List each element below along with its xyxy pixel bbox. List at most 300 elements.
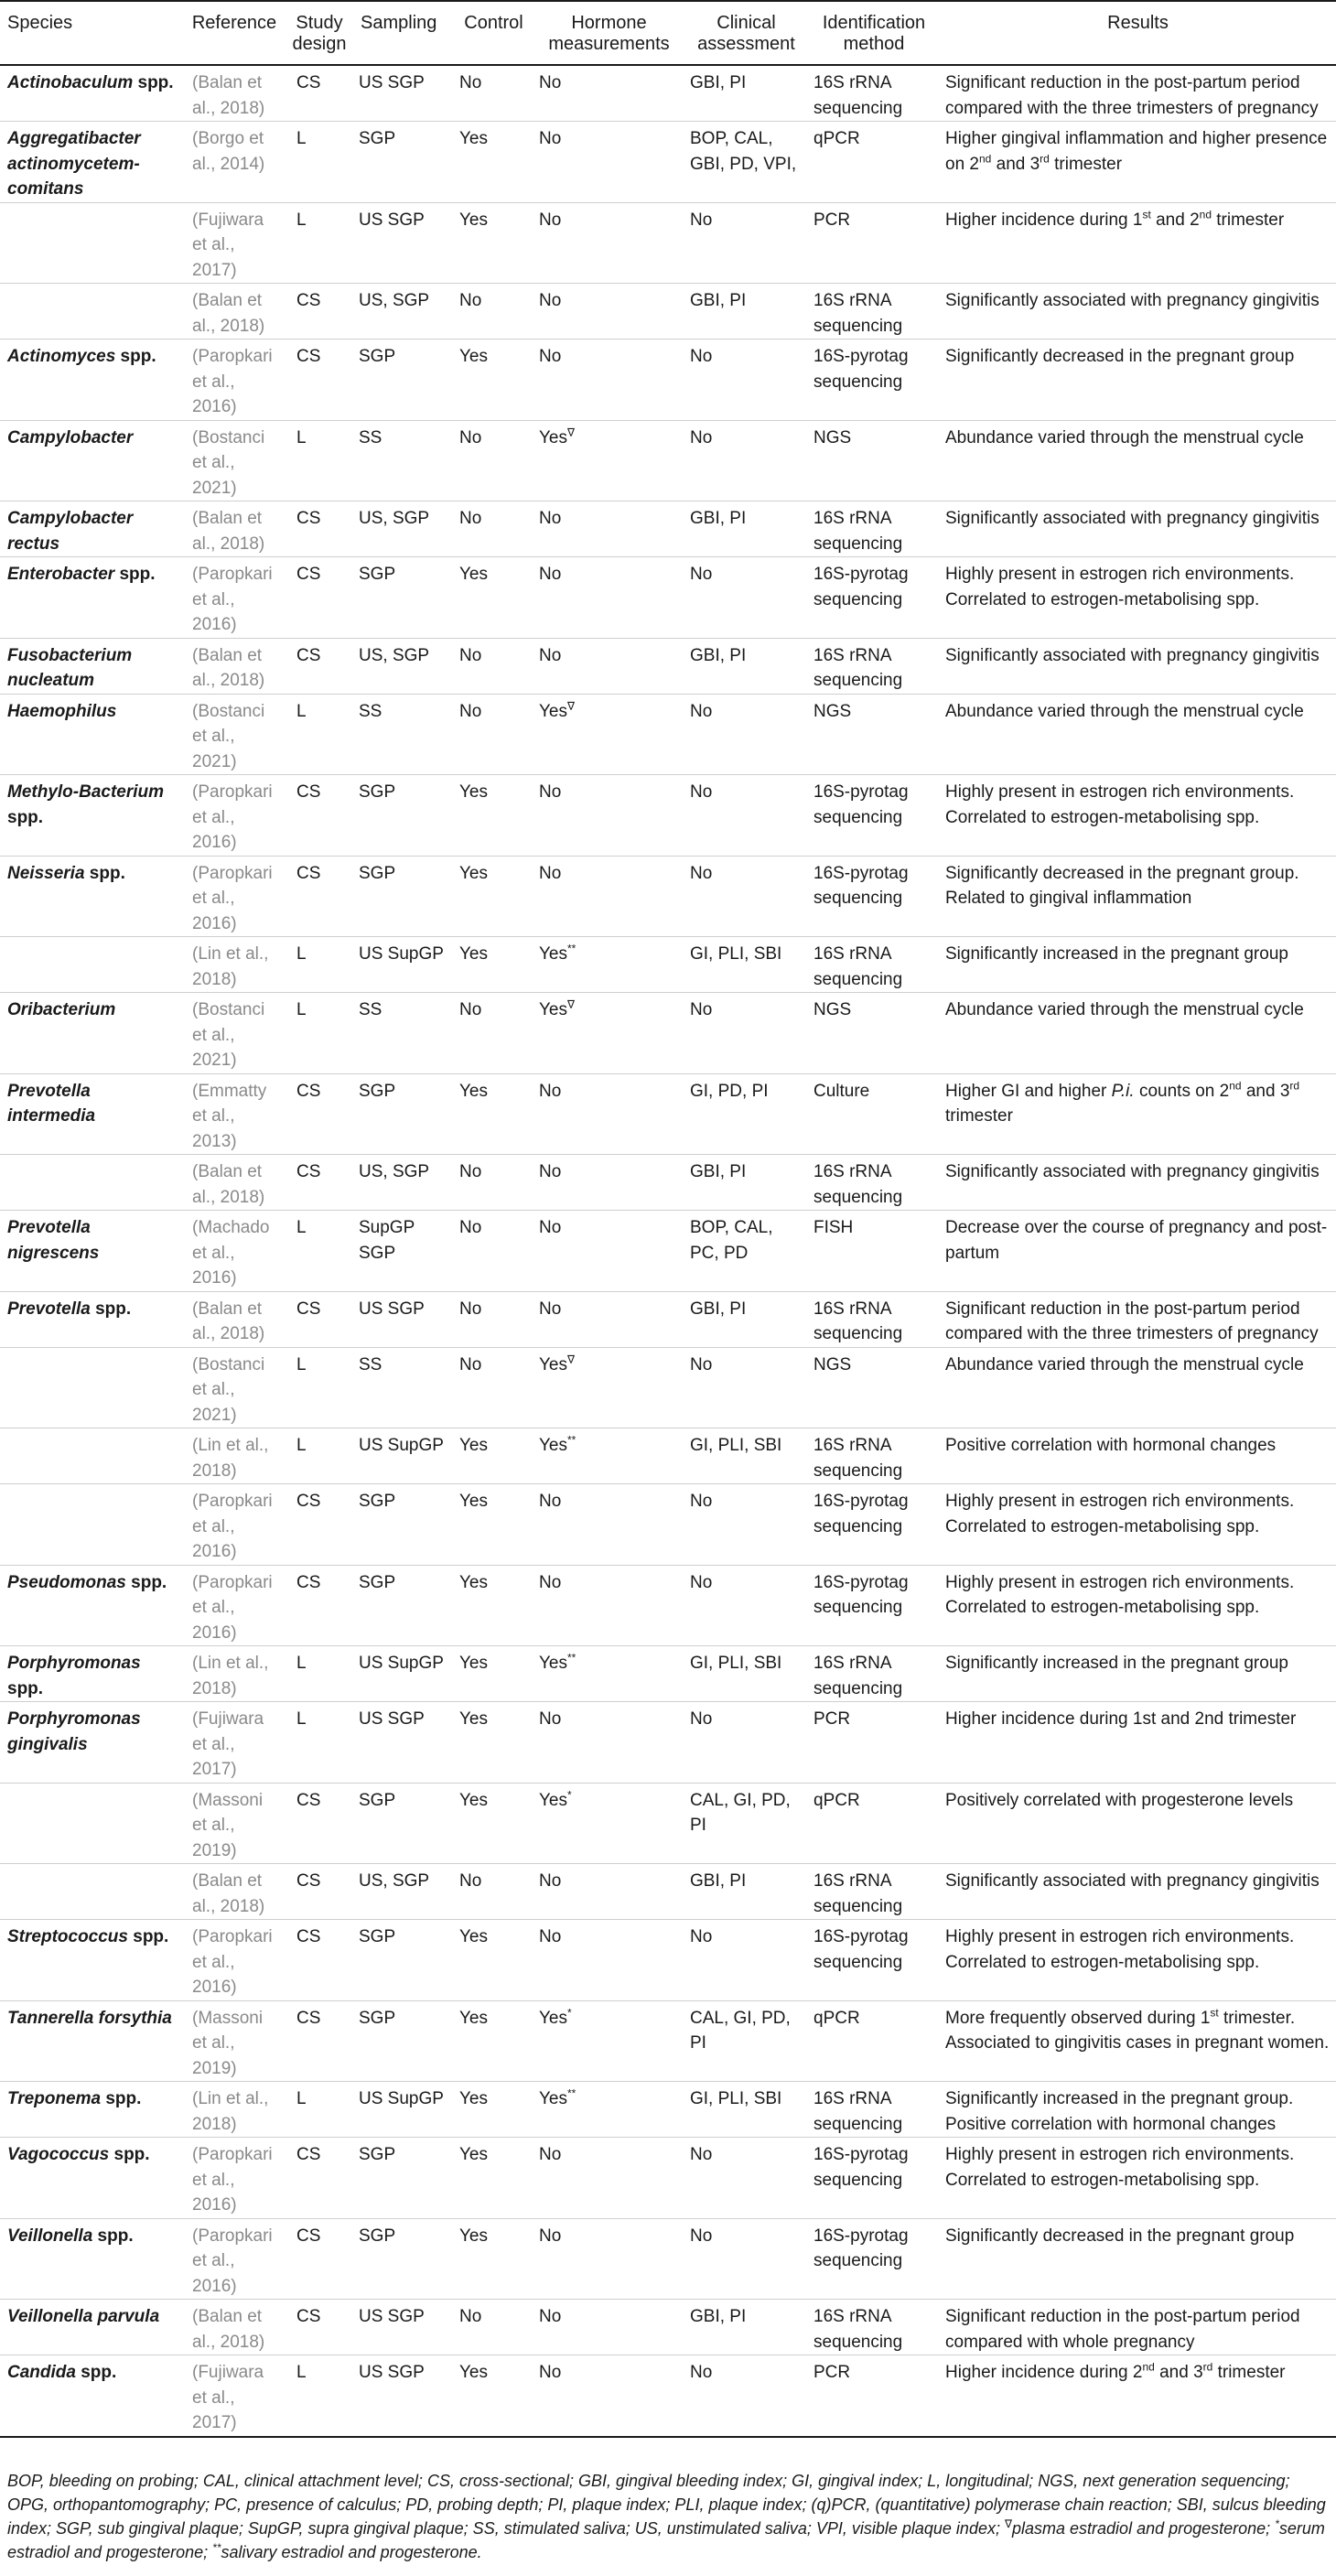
cell-hormone <box>533 1428 684 1484</box>
cell-hormone <box>533 1211 684 1292</box>
ordinal-suffix: nd <box>1142 2360 1155 2374</box>
cell-results: Highly present in estrogen rich environments. Correlated to estrogen-metabolising spp. <box>940 2138 1336 2219</box>
cell-study-design: L <box>286 2355 353 2437</box>
table-row <box>0 1702 1336 1784</box>
cell-study-design: L <box>286 202 353 284</box>
results-text: and 3 <box>1241 1081 1290 1101</box>
table-row <box>0 1783 1336 1864</box>
cell-results <box>940 2355 1336 2437</box>
cell-control: No <box>454 993 533 1074</box>
cell-species <box>0 2082 183 2138</box>
hormone-value: Yes <box>539 701 567 721</box>
cell-clinical-assessment: No <box>684 2355 808 2437</box>
cell-clinical-assessment: GI, PLI, SBI <box>684 1428 808 1484</box>
results-text: counts on 2 <box>1134 1081 1230 1101</box>
cell-reference: (Lin et al., 2018) <box>183 1646 286 1702</box>
results-text: trimester <box>945 1106 1013 1126</box>
hormone-value: Yes <box>539 1436 567 1455</box>
cell-clinical-assessment: GBI, PI <box>684 638 808 694</box>
cell-clinical-assessment: No <box>684 1920 808 2001</box>
cell-study-design: CS <box>286 856 353 937</box>
cell-species <box>0 340 183 421</box>
cell-results <box>940 1073 1336 1155</box>
cell-identification-method: 16S-pyrotag sequencing <box>808 557 940 639</box>
hormone-value: No <box>539 1218 562 1237</box>
cell-reference: (Lin et al., 2018) <box>183 1428 286 1484</box>
hormone-value: Yes <box>539 2008 567 2028</box>
cell-control: Yes <box>454 122 533 203</box>
table-row <box>0 2218 1336 2300</box>
cell-clinical-assessment: No <box>684 2138 808 2219</box>
cell-identification-method: 16S rRNA sequencing <box>808 937 940 993</box>
species-name: Fusobacterium nucleatum <box>7 645 133 690</box>
cell-reference: (Paropkari et al., 2016) <box>183 2138 286 2219</box>
cell-hormone <box>533 2300 684 2355</box>
table-row <box>0 1428 1336 1484</box>
species-suffix: spp. <box>101 2089 142 2108</box>
cell-control: No <box>454 1291 533 1347</box>
hormone-value: No <box>539 863 562 883</box>
cell-clinical-assessment: GI, PLI, SBI <box>684 2082 808 2138</box>
table-row <box>0 2355 1336 2437</box>
cell-results: Highly present in estrogen rich environments. Correlated to estrogen-metabolising spp. <box>940 1484 1336 1566</box>
cell-study-design: L <box>286 694 353 775</box>
footnote-note-plasma: plasma estradiol and progesterone; <box>1012 2519 1276 2538</box>
hormone-value: No <box>539 1871 562 1891</box>
cell-sampling: US, SGP <box>353 1864 454 1920</box>
cell-clinical-assessment: GI, PD, PI <box>684 1073 808 1155</box>
cell-reference: (Balan et al., 2018) <box>183 1291 286 1347</box>
table-row <box>0 2300 1336 2355</box>
cell-sampling: SGP <box>353 1783 454 1864</box>
cell-reference: (Balan et al., 2018) <box>183 638 286 694</box>
header-results: Results <box>940 1 1336 65</box>
table-row <box>0 1920 1336 2001</box>
hormone-value: Yes <box>539 1654 567 1673</box>
cell-species <box>0 284 183 340</box>
cell-study-design: L <box>286 993 353 1074</box>
results-text: More frequently observed during 1 <box>945 2008 1211 2028</box>
cell-results: Significantly associated with pregnancy gingivitis <box>940 1864 1336 1920</box>
header-reference: Reference <box>183 1 286 65</box>
cell-species <box>0 202 183 284</box>
hormone-value: No <box>539 565 562 584</box>
cell-identification-method: 16S rRNA sequencing <box>808 501 940 557</box>
cell-clinical-assessment: No <box>684 2218 808 2300</box>
cell-reference: (Paropkari et al., 2016) <box>183 1565 286 1646</box>
cell-hormone <box>533 1920 684 2001</box>
cell-hormone <box>533 694 684 775</box>
table-row <box>0 202 1336 284</box>
species-name: Veillonella parvula <box>7 2307 160 2326</box>
cell-reference: (Balan et al., 2018) <box>183 501 286 557</box>
cell-reference: (Massoni et al., 2019) <box>183 2000 286 2082</box>
cell-hormone <box>533 1291 684 1347</box>
species-name: Vagococcus <box>7 2145 110 2164</box>
cell-species <box>0 775 183 857</box>
cell-species <box>0 1783 183 1864</box>
cell-sampling: SGP <box>353 1565 454 1646</box>
cell-control: Yes <box>454 2138 533 2219</box>
cell-hormone <box>533 775 684 857</box>
cell-study-design: CS <box>286 2000 353 2082</box>
species-name: Actinobaculum <box>7 73 134 92</box>
cell-study-design: CS <box>286 775 353 857</box>
cell-identification-method: 16S-pyrotag sequencing <box>808 2218 940 2300</box>
cell-results: Highly present in estrogen rich environments. Correlated to estrogen-metabolising spp. <box>940 557 1336 639</box>
hormone-value: No <box>539 1709 562 1729</box>
footnote-note-salivary: salivary estradiol and progesterone. <box>221 2543 482 2561</box>
cell-species <box>0 1291 183 1347</box>
cell-results: Abundance varied through the menstrual cycle <box>940 993 1336 1074</box>
cell-clinical-assessment: No <box>684 694 808 775</box>
cell-identification-method: NGS <box>808 694 940 775</box>
cell-study-design: CS <box>286 284 353 340</box>
hormone-value: No <box>539 645 562 665</box>
cell-results: Abundance varied through the menstrual cycle <box>940 1347 1336 1428</box>
cell-sampling: SGP <box>353 1484 454 1566</box>
cell-reference: (Fujiwara et al., 2017) <box>183 202 286 284</box>
cell-clinical-assessment: No <box>684 557 808 639</box>
hormone-footnote-mark: ∇ <box>567 426 576 439</box>
cell-sampling: SGP <box>353 2000 454 2082</box>
cell-control: Yes <box>454 340 533 421</box>
species-name: Campylobacter rectus <box>7 509 134 554</box>
ordinal-suffix: st <box>1142 208 1151 221</box>
cell-hormone <box>533 65 684 122</box>
cell-sampling: SGP <box>353 1920 454 2001</box>
cell-study-design: CS <box>286 1565 353 1646</box>
cell-study-design: L <box>286 1646 353 1702</box>
cell-identification-method: PCR <box>808 202 940 284</box>
hormone-value: Yes <box>539 427 567 447</box>
species-name: Treponema <box>7 2089 102 2108</box>
cell-clinical-assessment: GBI, PI <box>684 501 808 557</box>
cell-results: Highly present in estrogen rich environments. Correlated to estrogen-metabolising spp. <box>940 1565 1336 1646</box>
cell-species <box>0 1646 183 1702</box>
cell-study-design: CS <box>286 1073 353 1155</box>
cell-clinical-assessment: No <box>684 775 808 857</box>
ordinal-suffix: rd <box>1202 2360 1213 2374</box>
cell-species <box>0 1211 183 1292</box>
hormone-value: No <box>539 129 562 148</box>
cell-hormone <box>533 1155 684 1211</box>
species-name: Neisseria <box>7 863 85 883</box>
cell-sampling: US SupGP <box>353 937 454 993</box>
cell-sampling: US, SGP <box>353 501 454 557</box>
cell-identification-method: qPCR <box>808 122 940 203</box>
hormone-value: No <box>539 1299 562 1319</box>
cell-reference: (Emmatty et al., 2013) <box>183 1073 286 1155</box>
cell-identification-method: 16S rRNA sequencing <box>808 1864 940 1920</box>
table-row <box>0 2138 1336 2219</box>
cell-sampling: SGP <box>353 557 454 639</box>
cell-clinical-assessment: No <box>684 1702 808 1784</box>
header-study-design: Study design <box>286 1 353 65</box>
cell-species <box>0 65 183 122</box>
cell-control: Yes <box>454 1646 533 1702</box>
cell-hormone <box>533 1783 684 1864</box>
table-row <box>0 1211 1336 1292</box>
cell-reference: (Fujiwara et al., 2017) <box>183 2355 286 2437</box>
footnote-symbol-double-star: ** <box>212 2541 221 2554</box>
cell-hormone <box>533 2138 684 2219</box>
footnote-symbol-nabla: ∇ <box>1004 2517 1012 2530</box>
species-suffix: spp. <box>92 2226 134 2246</box>
hormone-footnote-mark: ** <box>567 2086 576 2100</box>
hormone-footnote-mark: ∇ <box>567 699 576 713</box>
species-name: Prevotella nigrescens <box>7 1218 100 1263</box>
species-name: Campylobacter <box>7 427 134 447</box>
cell-control: Yes <box>454 2355 533 2437</box>
hormone-value: No <box>539 73 562 92</box>
cell-species <box>0 1155 183 1211</box>
cell-study-design: L <box>286 1702 353 1784</box>
hormone-footnote-mark: ** <box>567 1433 576 1447</box>
cell-clinical-assessment: GBI, PI <box>684 1864 808 1920</box>
cell-reference: (Paropkari et al., 2016) <box>183 1484 286 1566</box>
cell-clinical-assessment: GI, PLI, SBI <box>684 1646 808 1702</box>
results-text: trimester <box>1212 210 1285 230</box>
cell-clinical-assessment: GBI, PI <box>684 65 808 122</box>
cell-study-design: L <box>286 1347 353 1428</box>
cell-identification-method: FISH <box>808 1211 940 1292</box>
cell-sampling: SupGP SGP <box>353 1211 454 1292</box>
header-sampling: Sampling <box>353 1 454 65</box>
cell-reference: (Fujiwara et al., 2017) <box>183 1702 286 1784</box>
cell-control: No <box>454 2300 533 2355</box>
cell-clinical-assessment: GBI, PI <box>684 2300 808 2355</box>
cell-identification-method: qPCR <box>808 2000 940 2082</box>
results-text: Higher gingival inflammation and higher presence on 2 <box>945 129 1328 174</box>
cell-study-design: L <box>286 937 353 993</box>
cell-identification-method: 16S rRNA sequencing <box>808 2300 940 2355</box>
cell-control: Yes <box>454 1702 533 1784</box>
cell-results <box>940 202 1336 284</box>
cell-study-design: CS <box>286 1864 353 1920</box>
table-row <box>0 65 1336 122</box>
cell-identification-method: 16S rRNA sequencing <box>808 2082 940 2138</box>
species-name: Prevotella intermedia <box>7 1081 96 1126</box>
cell-identification-method: 16S rRNA sequencing <box>808 1428 940 1484</box>
cell-study-design: L <box>286 2082 353 2138</box>
cell-results: Highly present in estrogen rich environments. Correlated to estrogen-metabolising spp. <box>940 1920 1336 2001</box>
hormone-value: Yes <box>539 1790 567 1810</box>
hormone-footnote-mark: * <box>567 1788 572 1802</box>
table-row <box>0 340 1336 421</box>
ordinal-suffix: nd <box>1199 208 1212 221</box>
cell-species <box>0 1428 183 1484</box>
header-clinical-assessment: Clinical assessment <box>684 1 808 65</box>
table-row <box>0 937 1336 993</box>
cell-species <box>0 1347 183 1428</box>
cell-reference: (Lin et al., 2018) <box>183 937 286 993</box>
cell-sampling: US SupGP <box>353 1428 454 1484</box>
cell-reference: (Paropkari et al., 2016) <box>183 557 286 639</box>
species-name: Streptococcus <box>7 1927 128 1946</box>
cell-reference: (Balan et al., 2018) <box>183 2300 286 2355</box>
cell-identification-method: 16S rRNA sequencing <box>808 1646 940 1702</box>
cell-control: No <box>454 1155 533 1211</box>
cell-identification-method: 16S rRNA sequencing <box>808 284 940 340</box>
species-name: Tannerella forsythia <box>7 2008 172 2028</box>
cell-results: Significantly increased in the pregnant group. Positive correlation with hormonal changes <box>940 2082 1336 2138</box>
cell-hormone <box>533 284 684 340</box>
cell-sampling: US SGP <box>353 202 454 284</box>
cell-species <box>0 557 183 639</box>
cell-sampling: US SGP <box>353 2300 454 2355</box>
ordinal-suffix: rd <box>1289 1079 1300 1093</box>
cell-results: Positively correlated with progesterone levels <box>940 1783 1336 1864</box>
cell-hormone <box>533 937 684 993</box>
ordinal-suffix: st <box>1210 2006 1219 2020</box>
cell-sampling: SGP <box>353 775 454 857</box>
cell-results: Significant reduction in the post-partum period compared with the three trimesters of pregnancy <box>940 1291 1336 1347</box>
cell-results: Significantly decreased in the pregnant group <box>940 340 1336 421</box>
table-footnote <box>7 2469 1329 2564</box>
cell-study-design: CS <box>286 2300 353 2355</box>
table-row <box>0 1155 1336 1211</box>
cell-reference: (Borgo et al., 2014) <box>183 122 286 203</box>
cell-clinical-assessment: CAL, GI, PD, PI <box>684 2000 808 2082</box>
cell-species <box>0 2218 183 2300</box>
species-name: Enterobacter <box>7 565 115 584</box>
cell-control: No <box>454 1864 533 1920</box>
species-suffix: spp. <box>114 565 156 584</box>
cell-hormone <box>533 993 684 1074</box>
table-row <box>0 501 1336 557</box>
footnote-note-serum: serum estradiol and progesterone; <box>7 2519 1325 2561</box>
species-suffix: spp. <box>90 1299 132 1319</box>
cell-sampling: US SGP <box>353 2355 454 2437</box>
cell-study-design: CS <box>286 2138 353 2219</box>
cell-results: Higher incidence during 1st and 2nd trimester <box>940 1702 1336 1784</box>
cell-results: Abundance varied through the menstrual cycle <box>940 694 1336 775</box>
header-row <box>0 1 1336 65</box>
cell-species <box>0 1565 183 1646</box>
table-row <box>0 993 1336 1074</box>
cell-results <box>940 2000 1336 2082</box>
cell-sampling: SS <box>353 993 454 1074</box>
cell-results: Significantly increased in the pregnant group <box>940 1646 1336 1702</box>
table-row <box>0 1484 1336 1566</box>
cell-clinical-assessment: BOP, CAL, GBI, PD, VPI, <box>684 122 808 203</box>
cell-hormone <box>533 2082 684 2138</box>
cell-sampling: SGP <box>353 1073 454 1155</box>
cell-species <box>0 1484 183 1566</box>
cell-reference: (Balan et al., 2018) <box>183 65 286 122</box>
cell-control: No <box>454 1347 533 1428</box>
footnote-symbol-star: * <box>1275 2517 1279 2530</box>
cell-sampling: US SGP <box>353 1702 454 1784</box>
table-row <box>0 856 1336 937</box>
species-suffix: spp. <box>7 807 44 827</box>
hormone-value: No <box>539 782 562 802</box>
table-row <box>0 1073 1336 1155</box>
ordinal-suffix: nd <box>978 152 992 166</box>
table-row <box>0 1864 1336 1920</box>
cell-reference: (Bostanci et al., 2021) <box>183 694 286 775</box>
cell-species <box>0 1920 183 2001</box>
cell-control: No <box>454 420 533 501</box>
cell-species <box>0 1702 183 1784</box>
cell-identification-method: 16S-pyrotag sequencing <box>808 856 940 937</box>
cell-identification-method: 16S-pyrotag sequencing <box>808 340 940 421</box>
cell-sampling: SS <box>353 1347 454 1428</box>
cell-hormone <box>533 557 684 639</box>
table-row <box>0 557 1336 639</box>
cell-hormone <box>533 2000 684 2082</box>
cell-identification-method: 16S rRNA sequencing <box>808 638 940 694</box>
hormone-value: Yes <box>539 1000 567 1019</box>
cell-species <box>0 2355 183 2437</box>
cell-reference: (Balan et al., 2018) <box>183 1864 286 1920</box>
cell-study-design: CS <box>286 638 353 694</box>
cell-clinical-assessment: No <box>684 1565 808 1646</box>
cell-results: Significantly decreased in the pregnant group <box>940 2218 1336 2300</box>
cell-hormone <box>533 1864 684 1920</box>
cell-sampling: SGP <box>353 122 454 203</box>
cell-control: Yes <box>454 775 533 857</box>
hormone-value: No <box>539 2145 562 2164</box>
cell-identification-method: PCR <box>808 1702 940 1784</box>
cell-species <box>0 694 183 775</box>
cell-clinical-assessment: GBI, PI <box>684 1291 808 1347</box>
table-row <box>0 775 1336 857</box>
table-row <box>0 284 1336 340</box>
cell-hormone <box>533 1484 684 1566</box>
species-name: Porphyromonas <box>7 1654 141 1673</box>
cell-reference: (Paropkari et al., 2016) <box>183 856 286 937</box>
cell-study-design: CS <box>286 1484 353 1566</box>
cell-identification-method: 16S-pyrotag sequencing <box>808 775 940 857</box>
cell-clinical-assessment: GI, PLI, SBI <box>684 937 808 993</box>
cell-hormone <box>533 638 684 694</box>
hormone-footnote-mark: ** <box>567 1651 576 1665</box>
cell-hormone <box>533 856 684 937</box>
cell-reference: (Bostanci et al., 2021) <box>183 420 286 501</box>
table-row <box>0 420 1336 501</box>
cell-hormone <box>533 122 684 203</box>
cell-control: No <box>454 638 533 694</box>
cell-identification-method: 16S-pyrotag sequencing <box>808 2138 940 2219</box>
cell-control: No <box>454 284 533 340</box>
hormone-value: Yes <box>539 944 567 964</box>
cell-study-design: L <box>286 1211 353 1292</box>
cell-species <box>0 1073 183 1155</box>
cell-control: Yes <box>454 1484 533 1566</box>
cell-control: No <box>454 1211 533 1292</box>
cell-identification-method: 16S-pyrotag sequencing <box>808 1565 940 1646</box>
header-identification-method: Identification method <box>808 1 940 65</box>
hormone-value: No <box>539 210 562 230</box>
cell-sampling: US SupGP <box>353 1646 454 1702</box>
cell-sampling: SGP <box>353 856 454 937</box>
results-text: and 3 <box>1154 2363 1203 2382</box>
hormone-footnote-mark: ∇ <box>567 1353 576 1366</box>
cell-study-design: L <box>286 420 353 501</box>
species-name: Pseudomonas <box>7 1572 126 1592</box>
cell-hormone <box>533 340 684 421</box>
hormone-footnote-mark: ** <box>567 942 576 955</box>
cell-control: Yes <box>454 856 533 937</box>
table-row <box>0 122 1336 203</box>
cell-clinical-assessment: GBI, PI <box>684 1155 808 1211</box>
cell-identification-method: Culture <box>808 1073 940 1155</box>
species-name: Aggregatibacter actinomycetem-comitans <box>7 129 141 199</box>
table-row <box>0 638 1336 694</box>
cell-identification-method: 16S-pyrotag sequencing <box>808 1920 940 2001</box>
